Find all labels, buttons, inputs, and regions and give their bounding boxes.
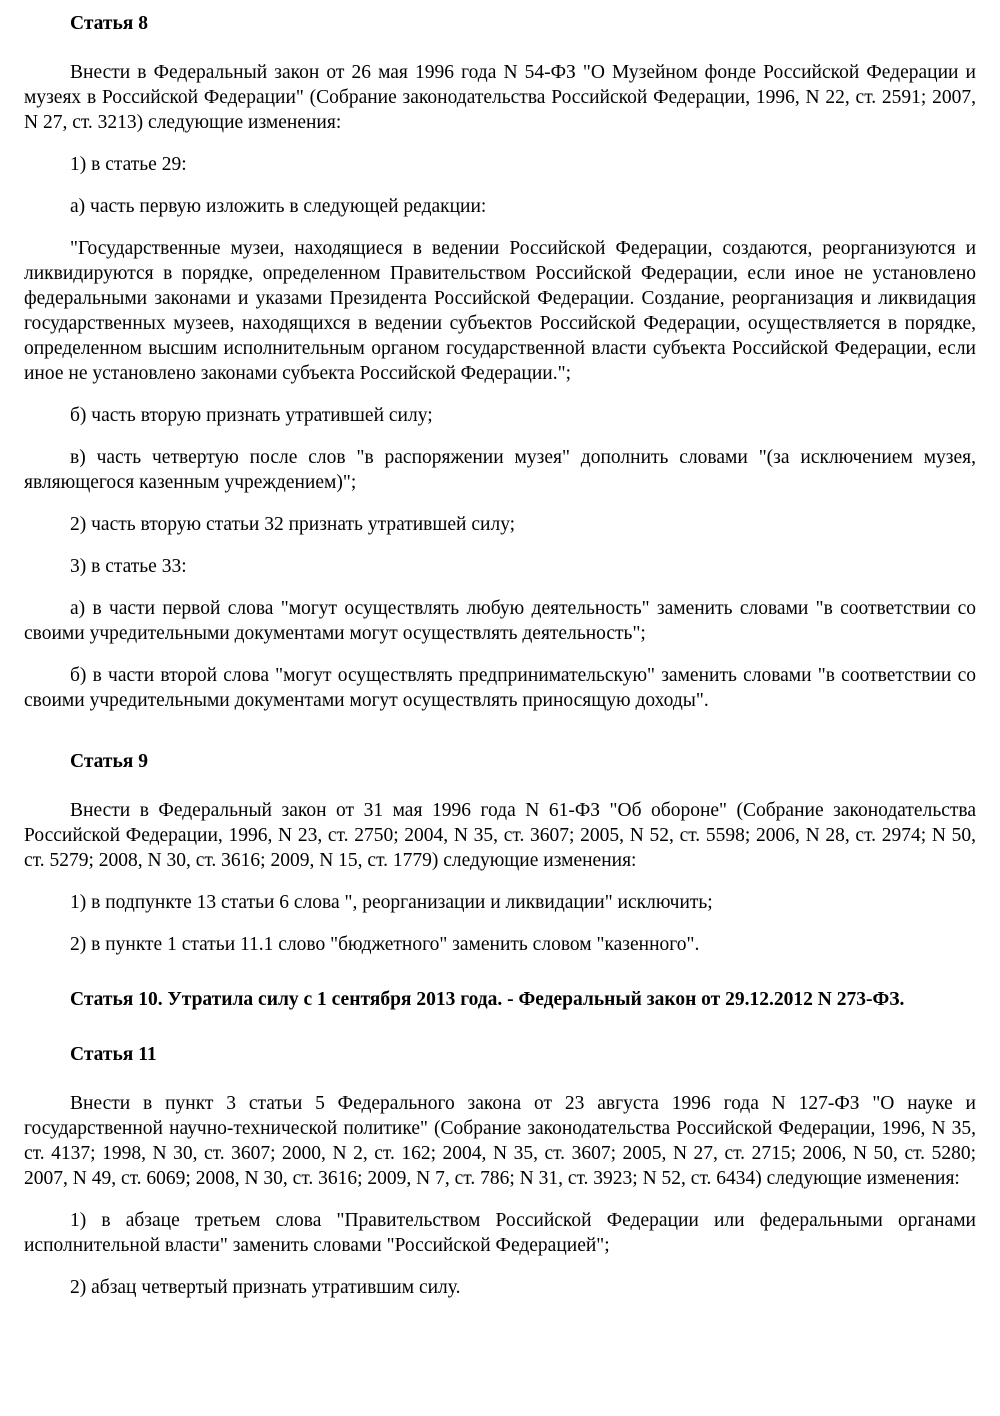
article-8-item-2: 2) часть вторую статьи 32 признать утратившей силу; xyxy=(70,514,516,535)
article-8-item-1: 1) в статье 29: xyxy=(70,154,187,175)
article-9-intro: Внести в Федеральный закон от 31 мая 1996 года N 61-ФЗ "Об обороне" (Собрание законодательства Российской Федерации, 1996, N 23, ст. 2750; 2004, N 35, ст. 3607; 2005, N 52, ст. 5598; 2006, N 28, ст. 2974; N 50, ст. 5279; 2008, N 30, ст. 3616; 2009, N 15, ст. 1779) следующие изменения: xyxy=(24,800,976,871)
article-8-item-1b: б) часть вторую признать утратившей силу; xyxy=(70,405,433,426)
article-8-item-3b: б) в части второй слова "могут осуществлять предпринимательскую" заменить словами "в соответствии со своими учредительными документами могут осуществлять приносящую доходы". xyxy=(24,665,976,711)
article-9-item-1: 1) в подпункте 13 статьи 6 слова ", реорганизации и ликвидации" исключить; xyxy=(70,892,713,913)
article-9-item-2: 2) в пункте 1 статьи 11.1 слово "бюджетного" заменить словом "казенного". xyxy=(70,934,700,955)
article-8-heading: Статья 8 xyxy=(70,13,148,34)
article-8-item-3: 3) в статье 33: xyxy=(70,556,187,577)
article-11-item-1: 1) в абзаце третьем слова "Правительством Российской Федерации или федеральными органами исполнительной власти" заменить словами "Российской Федерацией"; xyxy=(24,1210,976,1256)
article-8-intro: Внести в Федеральный закон от 26 мая 1996 года N 54-ФЗ "О Музейном фонде Российской Федерации и музеях в Российской Федерации" (Собрание законодательства Российской Федерации, 1996, N 22, ст. 2591; 2007, N 27, ст. 3213) следующие изменения: xyxy=(24,62,976,133)
article-11-heading: Статья 11 xyxy=(70,1044,157,1065)
article-10-heading: Статья 10. Утратила силу с 1 сентября 2013 года. - Федеральный закон от 29.12.2012 N 273-ФЗ. xyxy=(70,989,905,1010)
article-9-heading: Статья 9 xyxy=(70,751,148,772)
article-11-item-2: 2) абзац четвертый признать утратившим силу. xyxy=(70,1277,461,1298)
article-11-intro: Внести в пункт 3 статьи 5 Федерального закона от 23 августа 1996 года N 127-ФЗ "О науке и государственной научно-технической политике" (Собрание законодательства Российской Федерации, 1996, N 35, ст. 4137; 1998, N 30, ст. 3607; 2000, N 2, ст. 162; 2004, N 35, ст. 3607; 2005, N 27, ст. 2715; 2006, N 50, ст. 5280; 2007, N 49, ст. 6069; 2008, N 30, ст. 3616; 2009, N 7, ст. 786; N 31, ст. 3923; N 52, ст. 6434) следующие изменения: xyxy=(24,1093,976,1189)
article-8-item-1a: а) часть первую изложить в следующей редакции: xyxy=(70,196,487,217)
article-8-item-3a: а) в части первой слова "могут осуществлять любую деятельность" заменить словами "в соответствии со своими учредительными документами могут осуществлять деятельность"; xyxy=(24,598,976,644)
article-8-item-1c: в) часть четвертую после слов "в распоряжении музея" дополнить словами "(за исключением музея, являющегося казенным учреждением)"; xyxy=(24,447,976,493)
article-8-quote: "Государственные музеи, находящиеся в ведении Российской Федерации, создаются, реорганизуются и ликвидируются в порядке, определенном Правительством Российской Федерации, если иное не установлено федеральными законами и указами Президента Российской Федерации. Создание, реорганизация и ликвидация государственных музеев, находящихся в ведении субъектов Российской Федерации, осуществляется в порядке, определенном высшим исполнительным органом государственной власти субъекта Российской Федерации, если иное не установлено законами субъекта Российской Федерации."; xyxy=(24,238,976,384)
